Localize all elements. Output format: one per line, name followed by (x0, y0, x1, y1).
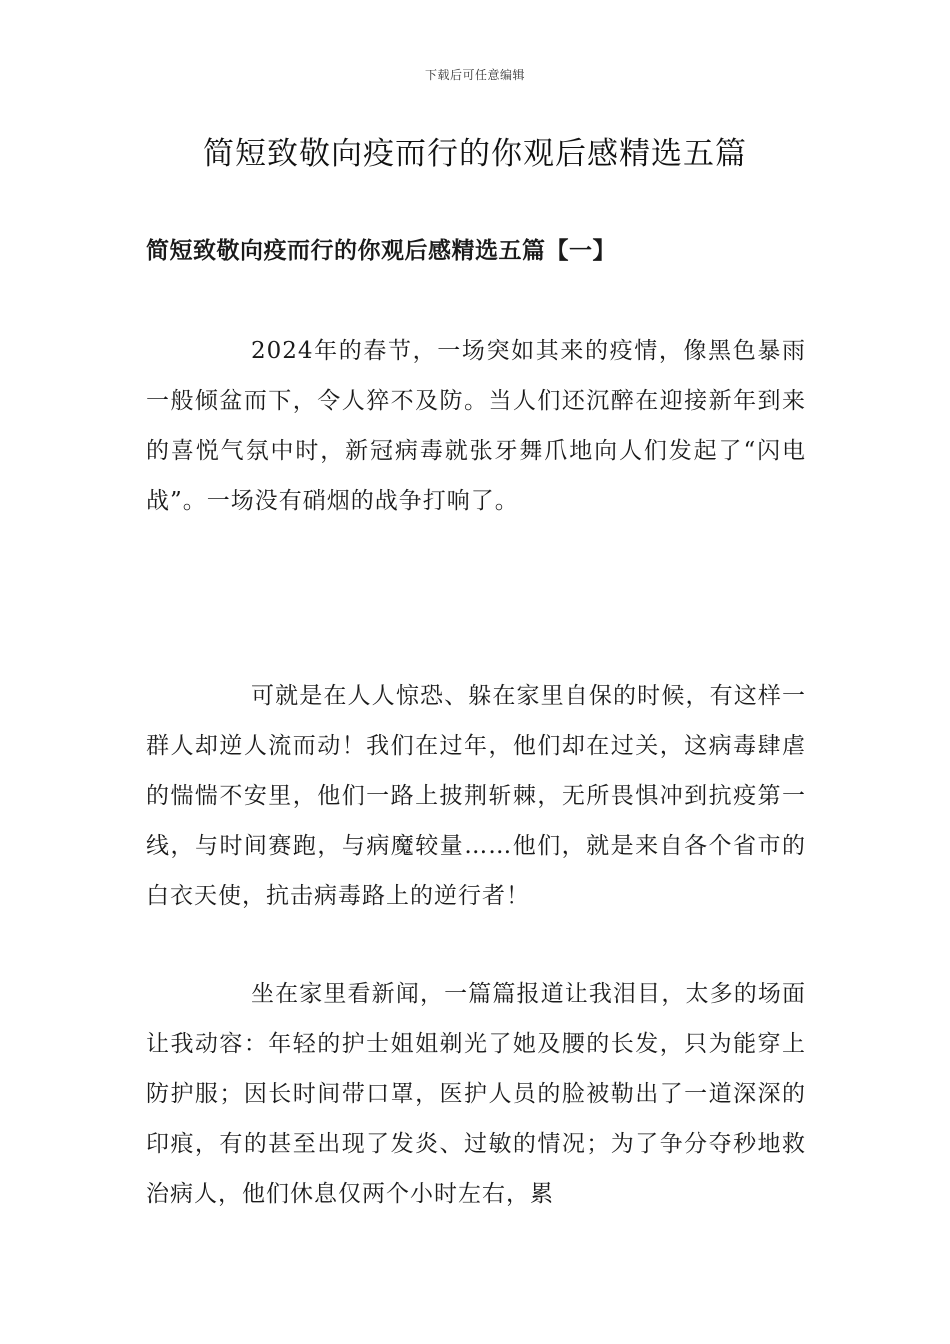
header-note: 下载后可任意编辑 (424, 68, 525, 82)
document-title: 简短致敬向疫而行的你观后感精选五篇 (203, 136, 747, 172)
paragraph-2: 可就是在人人惊恐、躲在家里自保的时候，有这样一群人却逆人流而动！我们在过年，他们却在过关，这病毒肆虐的惴惴不安里，他们一路上披荆斩棘，无所畏惧冲到抗疫第一线，与时间赛跑，与病魔较量……他们，就是来自各个省市的白衣天使，抗击病毒路上的逆行者！ (146, 683, 806, 909)
paragraph-1: 2024年的春节，一场突如其来的疫情，像黑色暴雨一般倾盆而下，令人猝不及防。当人们还沉醉在迎接新年到来的喜悦气氛中时，新冠病毒就张牙舞爪地向人们发起了“闪电战”。一场没有硝烟的战争打响了。 (146, 338, 806, 514)
section-heading: 简短致敬向疫而行的你观后感精选五篇【一】 (146, 237, 616, 264)
paragraph-3: 坐在家里看新闻，一篇篇报道让我泪目，太多的场面让我动容：年轻的护士姐姐剃光了她及腰的长发，只为能穿上防护服；因长时间带口罩，医护人员的脸被勒出了一道深深的印痕，有的甚至出现了发炎、过敏的情况；为了争分夺秒地救治病人，他们休息仅两个小时左右，累 (146, 981, 806, 1207)
